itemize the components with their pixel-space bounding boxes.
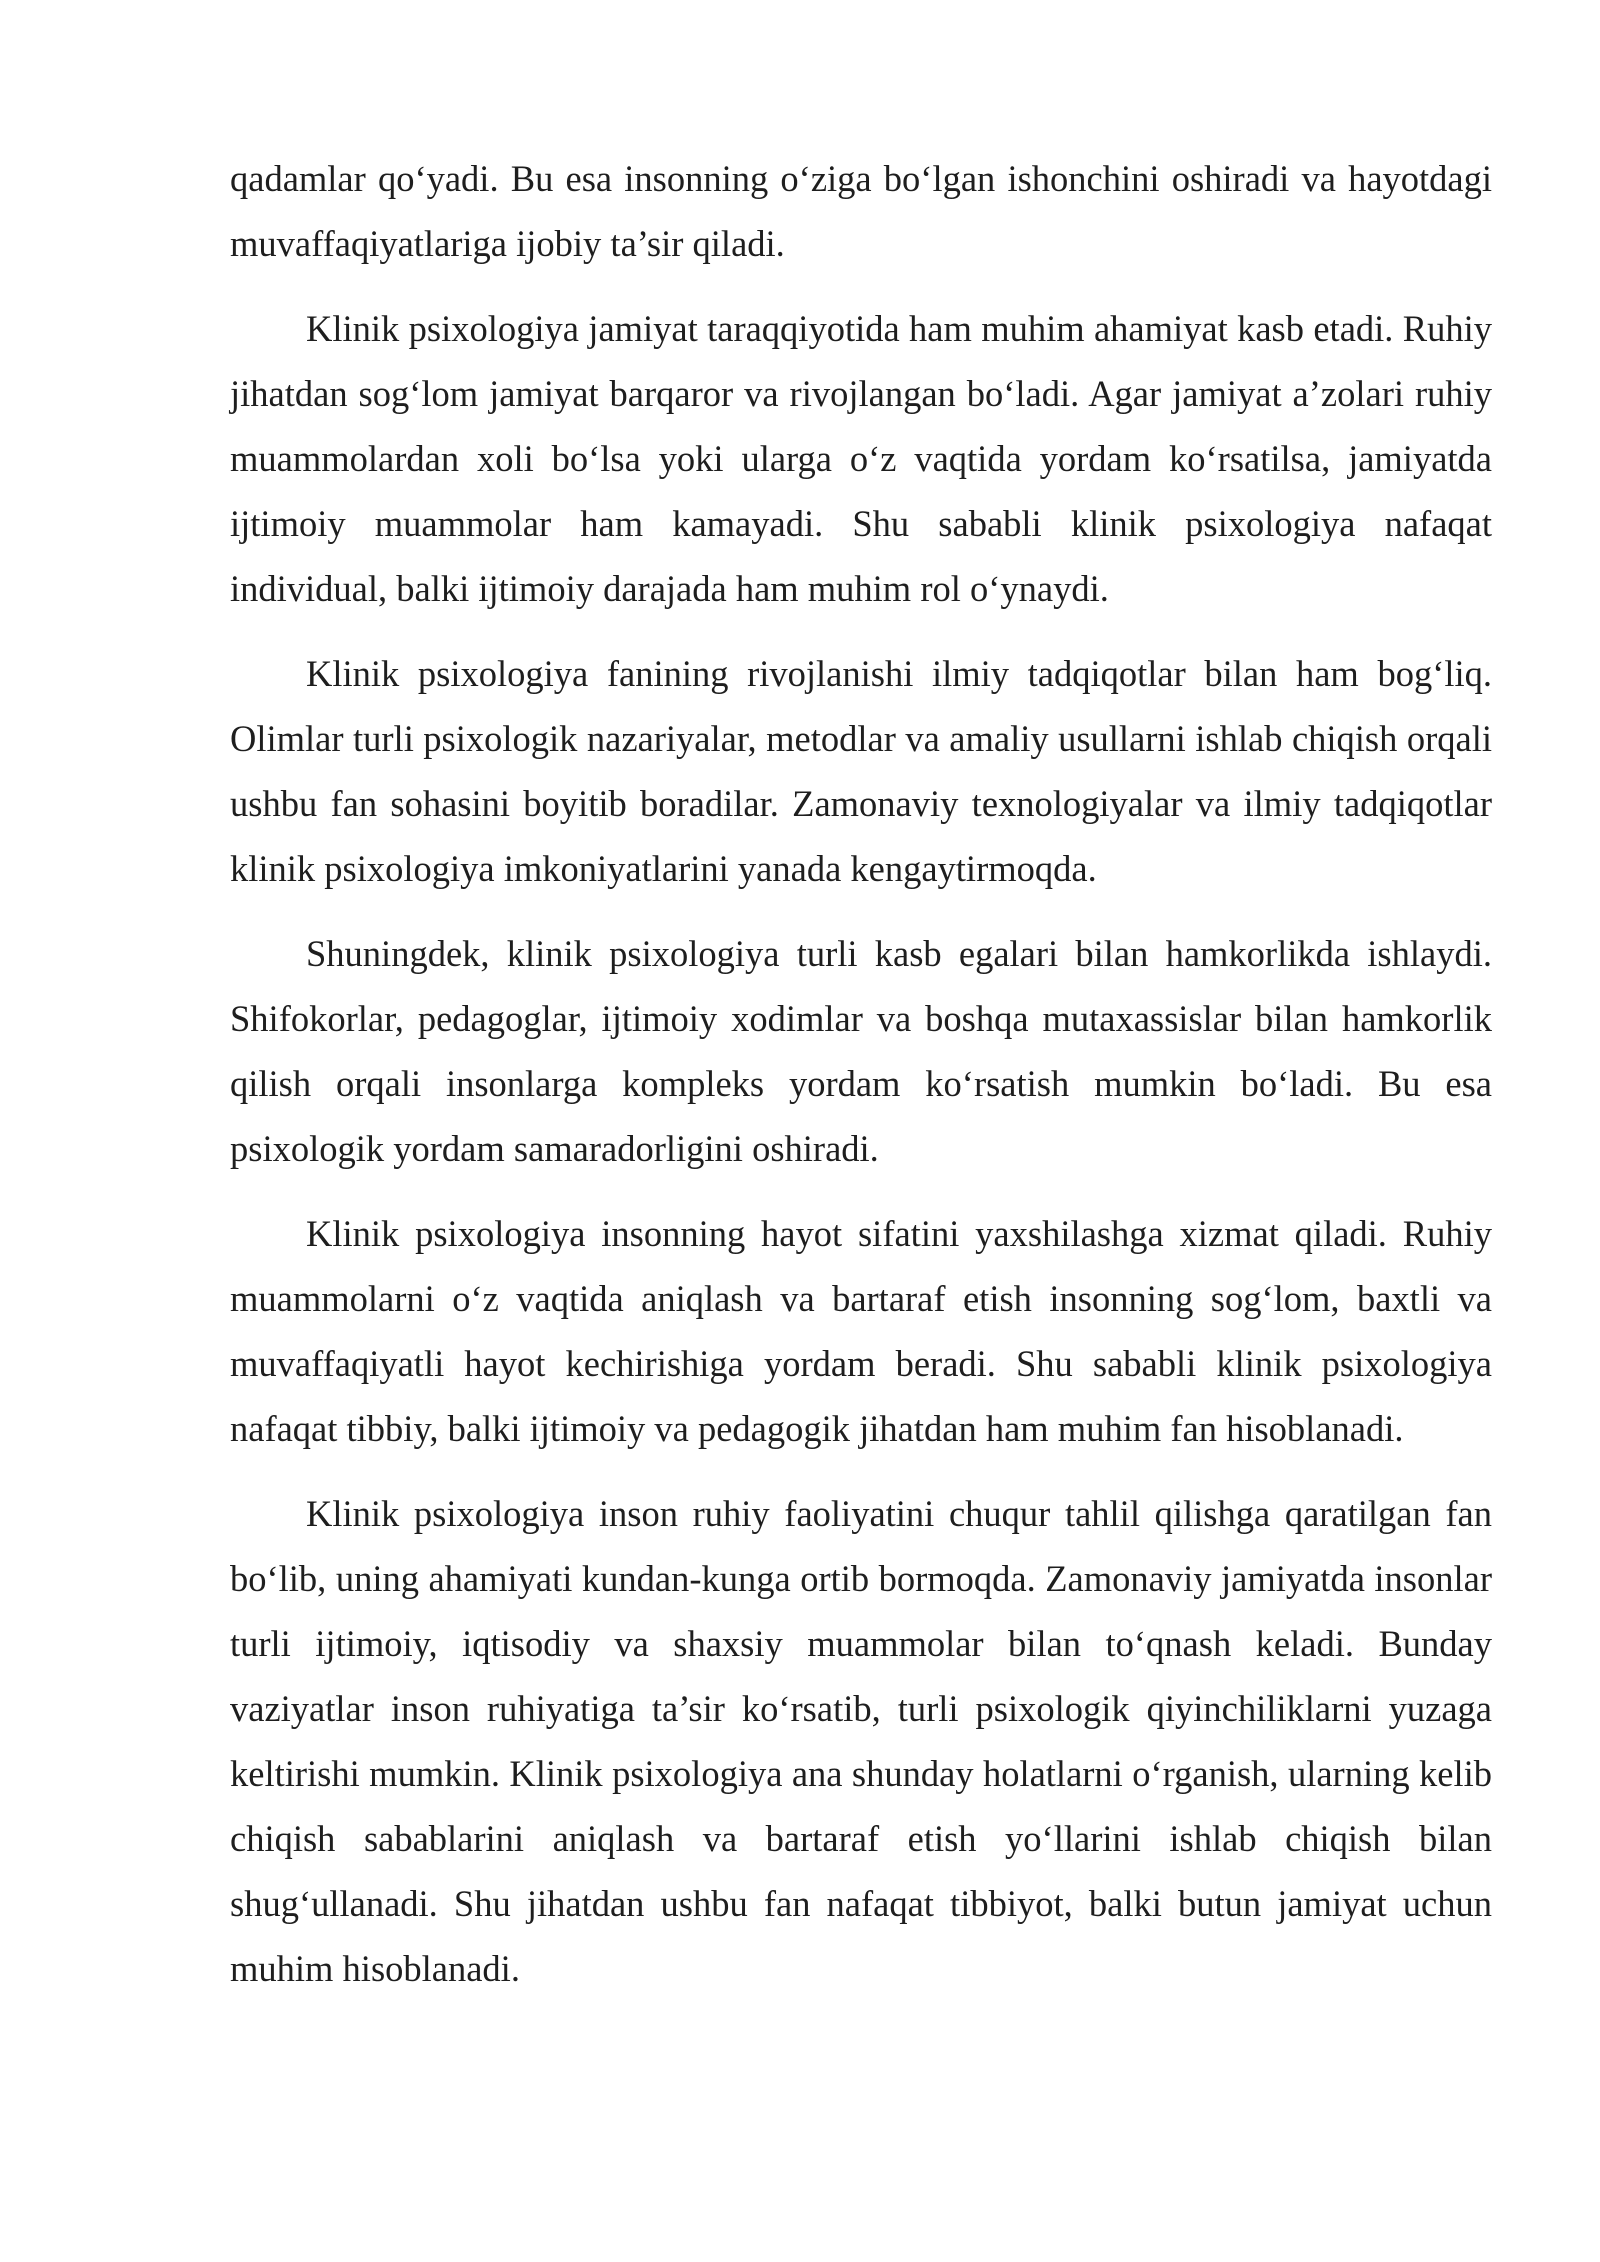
paragraph: Klinik psixologiya insonning hayot sifatini yaxshilashga xizmat qiladi. Ruhiy muammolarni o‘z vaqtida aniqlash va bartaraf etish insonning sog‘lom, baxtli va muvaffaqiyatli hayot kechirishiga yordam beradi. Shu sababli klinik psixologiya nafaqat tibbiy, balki ijtimoiy va pedagogik jihatdan ham muhim fan hisoblanadi. [230, 1213, 1492, 1449]
paragraph: Klinik psixologiya fanining rivojlanishi ilmiy tadqiqotlar bilan ham bog‘liq. Olimlar turli psixologik nazariyalar, metodlar va amaliy usullarni ishlab chiqish orqali ushbu fan sohasini boyitib boradilar. Zamonaviy texnologiyalar va ilmiy tadqiqotlar klinik psixologiya imkoniyatlarini yanada kengaytirmoqda. [230, 653, 1492, 889]
paragraph: Shuningdek, klinik psixologiya turli kasb egalari bilan hamkorlikda ishlaydi. Shifokorlar, pedagoglar, ijtimoiy xodimlar va boshqa mutaxassislar bilan hamkorlik qilish orqali insonlarga kompleks yordam ko‘rsatish mumkin bo‘ladi. Bu esa psixologik yordam samaradorligini oshiradi. [230, 933, 1492, 1169]
document-body [230, 146, 1492, 2021]
paragraph: Klinik psixologiya jamiyat taraqqiyotida ham muhim ahamiyat kasb etadi. Ruhiy jihatdan sog‘lom jamiyat barqaror va rivojlangan bo‘ladi. Agar jamiyat a’zolari ruhiy muammolardan xoli bo‘lsa yoki ularga o‘z vaqtida yordam ko‘rsatilsa, jamiyatda ijtimoiy muammolar ham kamayadi. Shu sababli klinik psixologiya nafaqat individual, balki ijtimoiy darajada ham muhim rol o‘ynaydi. [230, 308, 1492, 609]
paragraph: qadamlar qo‘yadi. Bu esa insonning o‘ziga bo‘lgan ishonchini oshiradi va hayotdagi muvaffaqiyatlariga ijobiy ta’sir qiladi. [230, 158, 1492, 264]
paragraph: Klinik psixologiya inson ruhiy faoliyatini chuqur tahlil qilishga qaratilgan fan bo‘lib, uning ahamiyati kundan-kunga ortib bormoqda. Zamonaviy jamiyatda insonlar turli ijtimoiy, iqtisodiy va shaxsiy muammolar bilan to‘qnash keladi. Bunday vaziyatlar inson ruhiyatiga ta’sir ko‘rsatib, turli psixologik qiyinchiliklarni yuzaga keltirishi mumkin. Klinik psixologiya ana shunday holatlarni o‘rganish, ularning kelib chiqish sabablarini aniqlash va bartaraf etish yo‘llarini ishlab chiqish bilan shug‘ullanadi. Shu jihatdan ushbu fan nafaqat tibbiyot, balki butun jamiyat uchun muhim hisoblanadi. [230, 1493, 1492, 1989]
